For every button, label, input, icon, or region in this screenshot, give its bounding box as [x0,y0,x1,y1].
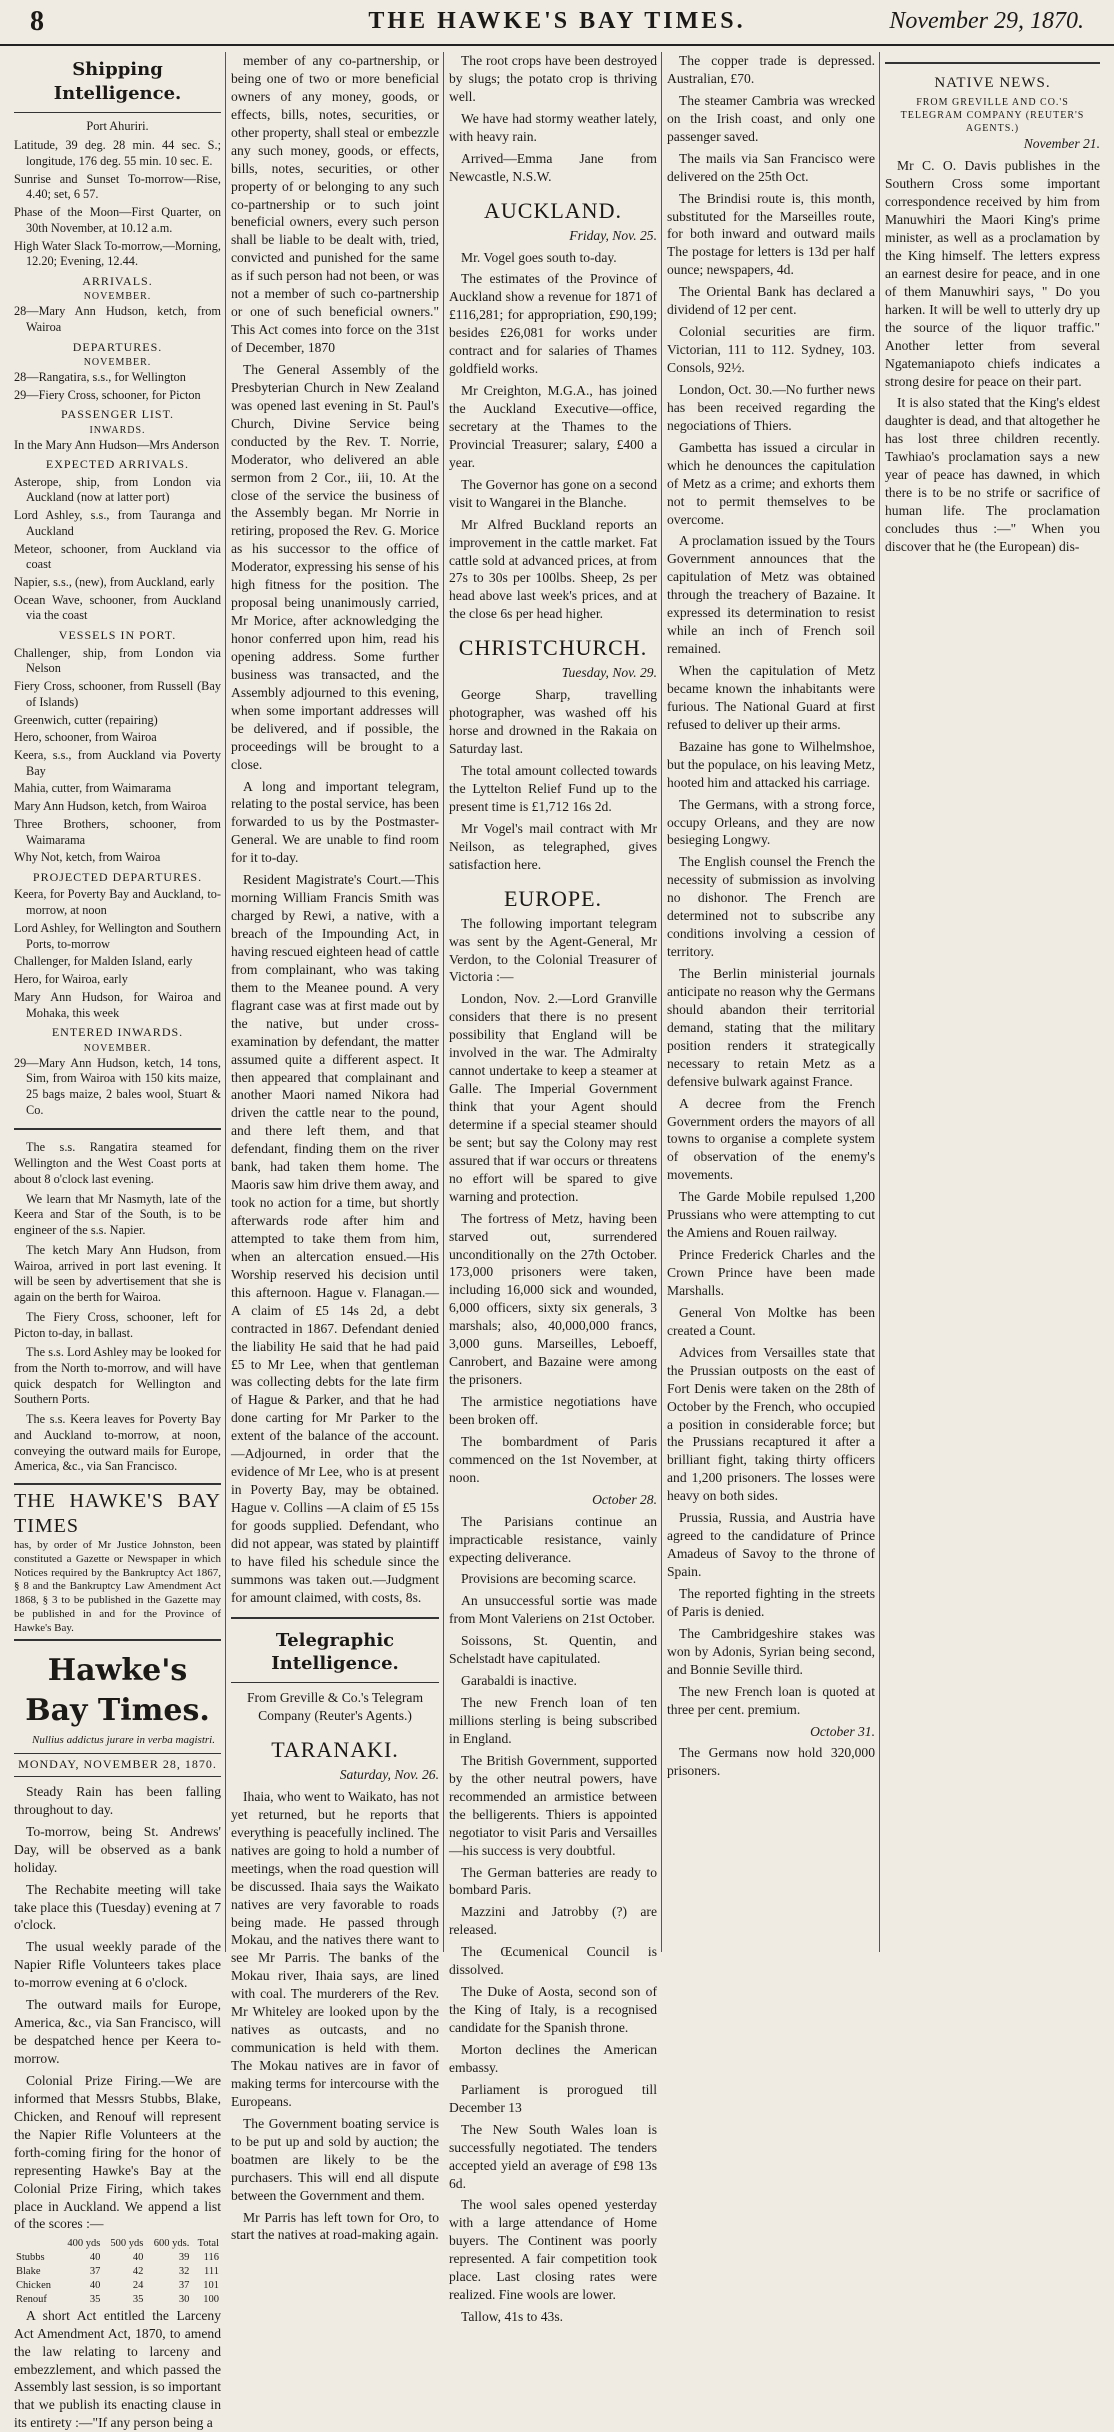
paragraph: The mails via San Francisco were delivered on the 25th Oct. [667,150,875,184]
page-number: 8 [30,6,44,37]
shipping-note: The Fiery Cross, schooner, left for Picton to-day, in ballast. [14,1309,221,1340]
column-3 [449,52,657,2325]
paragraph: Tallow, 41s to 43s. [461,2309,564,2325]
passenger-item: In the Mary Ann Hudson—Mrs Anderson [14,437,220,452]
vessel-item: Keera, s.s., from Auckland via Poverty Bay [14,747,221,778]
paragraph: The outward mails for Europe, America, &c., via San Francisco, will be despatched hence per Keera to-morrow. [14,1997,221,2067]
paragraph: The Cambridgeshire stakes was won by Adonis, Syrian being second, and Bonnie Seville third. [667,1625,875,1677]
paragraph: We have had stormy weather lately, with heavy rain. [449,110,657,144]
projected-item: Lord Ashley, for Wellington and Southern Ports, to-morrow [14,920,221,951]
paragraph: The total amount collected towards the Lyttelton Relief Fund up to the present time is £1,712 16s 2d. [449,763,657,814]
dateline: October 28. [592,1491,657,1507]
departures-heading: DEPARTURES. [72,339,163,354]
dateline: Tuesday, Nov. 29. [561,665,657,681]
shipping-heading: Shipping Intelligence. [14,58,221,113]
paragraph: The German batteries are ready to bombard Paris. [449,1864,657,1898]
paragraph: The reported fighting in the streets of Paris is denied. [667,1585,875,1619]
notice-body: has, by order of Mr Justice Johnston, been constituted a Gazette or Newspaper in which Notices required by the Bankruptcy Act 1867, § 8 and the Bankruptcy Law Amendment Act 1868, § 3 to be published in the Gazette may be published in and for the Province of Hawke's Bay. [14,1539,221,1634]
expected-item: Asterope, ship, from London via Auckland (now at latter port) [14,474,221,505]
paragraph: A short Act entitled the Larceny Act Amendment Act, 1870, to amend the law relating to larceny and embezzlement, and which passed the Assembly last session, is so important that we publish its enacting clause in its entirety :—"If any person being a [14,2307,221,2431]
paragraph: The wool sales opened yesterday with a large attendance of Home buyers. The Continent was poorly represented. A fair competition took place. Last closing rates were realized. Fine wools are lower. [449,2197,657,2303]
paragraph: Mr. Vogel goes south to-day. [461,249,617,265]
scores-table [14,2237,221,2306]
table-row [14,2293,221,2307]
vessel-item: Mary Ann Hudson, ketch, from Wairoa [14,799,207,814]
divider [14,1128,221,1130]
score-cell: 40 [132,2252,144,2264]
passenger-heading: PASSENGER LIST. [60,407,175,422]
column-1 [14,52,222,2431]
christchurch-heading: CHRISTCHURCH. [458,635,648,661]
paragraph: Mr Parris has left town for Oro, to start the natives at road-making again. [231,2209,439,2243]
departure-item: 29—Fiery Cross, schooner, for Picton [14,387,201,402]
moon-phase: Phase of the Moon—First Quarter, on 30th November, at 10.12 a.m. [14,205,221,235]
arrival-item: 28—Mary Ann Hudson, ketch, from Wairoa [14,304,221,334]
paragraph: The bombardment of Paris commenced on the 1st November, at noon. [449,1433,657,1485]
issue-date: November 29, 1870. [889,8,1084,34]
score-cell: 40 [89,2252,101,2264]
paragraph: A decree from the French Government orders the mayors of all towns to organise a complete system of observation of the enemy's movements. [667,1095,875,1183]
divider [885,62,1100,64]
paragraph: Mr Alfred Buckland reports an improvement in the cattle market. Fat cattle sold at advanced prices, at from 27s to 30s per 100lbs. Sheep, 2s per head above last week's prices, and at the close 6s per head higher. [449,516,657,622]
paragraph: The Germans now hold 320,000 prisoners. [667,1745,875,1779]
score-cell: 35 [132,2293,144,2305]
vessel-item: Fiery Cross, schooner, from Russell (Bay of Islands) [14,679,221,709]
paragraph: The usual weekly parade of the Napier Rifle Volunteers takes place to-morrow evening at 6 o'clock. [14,1939,221,1991]
auckland-heading: AUCKLAND. [484,197,622,223]
column-5 [885,52,1100,1952]
divider [231,1617,439,1619]
paragraph: Soissons, St. Quentin, and Schelstadt have capitulated. [449,1633,657,1667]
vessel-item: Three Brothers, schooner, from Waimarama [14,816,221,847]
paragraph: Colonial securities are firm. Victorian, 111 to 112. Sydney, 103. Consols, 92½. [667,324,875,375]
notice-title: THE HAWKE'S BAY TIMES [14,1490,221,1538]
dateline: Friday, Nov. 25. [569,227,657,243]
paragraph: The Oriental Bank has declared a dividend of 12 per cent. [667,284,875,318]
paragraph: George Sharp, travelling photographer, was washed off his horse and drowned in the Rakaia on Saturday last. [449,687,657,757]
expected-item: Ocean Wave, schooner, from Auckland via the coast [14,592,221,623]
column-rule [879,52,880,1952]
vessel-item: Hero, schooner, from Wairoa [14,730,157,745]
vessel-item: Mahia, cutter, from Waimarama [14,781,172,796]
score-col: 600 yds. [153,2238,190,2250]
column-4 [667,52,875,1952]
paragraph: Ihaia, who went to Waikato, has not yet returned, but he reports that everything is peacefully inclined. The natives are going to hold a number of meetings, when the road question will be discussed. Ihaia says the Waikato natives are very favorable to roads being made. He passed through Mokau, and the natives there want to see Mr Parris. The banks of the Mokau river, Ihaia says, are lined with coal. The murderers of the Rev. Mr Whiteley are looked upon by the natives as outcasts, and no communication is held with them. The Mokau natives are in favor of making terms for intercourse with the Europeans. [231,1788,439,2109]
paragraph: The English counsel the French the necessity of submission as involving no dishonor. The French are determined not to subscribe any conditions involving a cession of territory. [667,854,875,960]
paragraph: The Germans, with a strong force, occupy Orleans, and they are now besieging Longwy. [667,796,875,848]
score-cell: 39 [178,2252,190,2264]
paragraph: Garabaldi is inactive. [461,1673,577,1689]
dateline: November 21. [1023,136,1100,152]
paragraph: Mr C. O. Davis publishes in the Southern Cross some important correspondence received by him from Manuwhiri the Maori King's prime minister, as well as a proclamation by the King himself. The letters express an earnest desire for peace, and in one of them Manuwhiri says, " Do you harken. It will be well to utterly dry up the source of the liquor traffic." Another letter from several Ngatemaniapoto chiefs indicates a strong desire for peace on their part. [885,158,1100,389]
scores-header [14,2237,221,2251]
shipping-note: The s.s. Keera leaves for Poverty Bay and Auckland to-morrow, at noon, conveying the outward mails for Europe, America, &c., via San Francisco. [14,1412,221,1474]
table-row [14,2279,221,2293]
shipping-section [14,119,221,1476]
score-cell: Stubbs [16,2252,45,2264]
column-rule [443,52,444,1952]
projected-item: Challenger, for Malden Island, early [14,954,193,969]
score-cell: 42 [132,2266,144,2278]
score-cell: 111 [204,2266,219,2278]
paragraph: The copper trade is depressed. Australian, £70. [667,53,875,86]
score-cell: 32 [178,2266,190,2278]
paragraph: Mr Creighton, M.G.A., has joined the Auckland Executive—office, secretary at the Thames to the Provincial Treasurer; salary, £400 a year. [449,383,657,470]
paragraph: Morton declines the American embassy. [449,2041,657,2075]
paragraph: It is also stated that the King's eldest daughter is dead, and that altogether he has lost three children recently. Tawhiao's proclamation says a new year of peace has dawned, in which there is to be no strife or sacrifice of human life. The proclamation concludes thus :—" When you discover that he (the European) dis- [885,395,1100,554]
score-cell: Chicken [16,2280,51,2291]
paragraph: Mazzini and Jatrobby (?) are released. [449,1904,657,1938]
paragraph: The armistice negotiations have been broken off. [449,1394,657,1427]
paragraph: The Berlin ministerial journals anticipate no reason why the Germans should abandon their territorial demand, stating that the military position renders it strategically necessary to retain Metz as a defensive bulwark against France. [667,966,875,1089]
entered-month: NOVEMBER. [83,1042,152,1054]
table-row [14,2251,221,2265]
masthead: Hawke's Bay Times. [25,1653,210,1728]
arrivals-month: NOVEMBER. [83,291,152,303]
paragraph: The new French loan of ten millions sterling is being subscribed in England. [449,1695,657,1746]
paragraph: The Rechabite meeting will take take place this (Tuesday) evening at 7 o'clock. [14,1881,221,1933]
paragraph: The steamer Cambria was wrecked on the Irish coast, and only one passenger saved. [667,92,875,144]
port-name: Port Ahuriri. [86,118,149,133]
page-header [0,0,1114,46]
score-col: 500 yds [110,2238,144,2250]
entered-item: 29—Mary Ann Hudson, ketch, 14 tons, Sim, from Wairoa with 150 kits maize, 25 bags maize, 2 bales wool, Stuart & Co. [14,1055,221,1117]
score-cell: Renouf [16,2293,47,2305]
expected-item: Lord Ashley, s.s., from Tauranga and Auckland [14,508,221,538]
score-cell: 116 [203,2252,219,2264]
departures-month: NOVEMBER. [83,357,152,369]
paragraph: Provisions are becoming scarce. [461,1571,637,1587]
paragraph: The Œcumenical Council is dissolved. [449,1944,657,1978]
shipping-note: The s.s. Lord Ashley may be looked for from the North to-morrow, and will have quick despatch for Wellington and Southern Ports. [14,1345,222,1407]
score-cell: 101 [203,2280,219,2291]
paragraph: The root crops have been destroyed by slugs; the potato crop is thriving well. [449,53,657,104]
paragraph: The British Government, supported by the other neutral powers, have recommended an armistice between the belligerents. Thiers is appointed negotiator to visit Paris and Versailles—his success is very doubtful. [449,1752,657,1858]
paragraph: Parliament is prorogued till December 13 [449,2081,657,2115]
table-row [14,2265,221,2279]
dateline: October 31. [810,1723,875,1739]
paragraph: Advices from Versailles state that the Prussian outposts on the east of Fort Denis were taken on the 28th of October by the French, who occupied a position in considerable force; but the Prussians recaptured it after a brilliant fight, taking thirty officers and 1,200 prisoners. The losses were heavy on both sides. [667,1344,875,1504]
passenger-sub: INWARDS. [89,424,146,436]
score-cell: 40 [89,2280,101,2291]
latitude: Latitude, 39 deg. 28 min. 44 sec. S.; longitude, 176 deg. 55 min. 10 sec. E. [14,138,221,168]
expected-heading: EXPECTED ARRIVALS. [45,457,190,472]
paragraph: Prussia, Russia, and Austria have agreed to the candidature of Prince Amadeus of Savoy to the throne of Spain. [667,1510,875,1579]
vessel-item: Challenger, ship, from London via Nelson [14,645,221,676]
paragraph: An unsuccessful sortie was made from Mont Valeriens on 21st October. [449,1593,657,1627]
projected-item: Hero, for Wairoa, early [14,972,128,987]
high-water: High Water Slack To-morrow,—Morning, 12.20; Evening, 12.44. [14,238,221,269]
score-cell: 30 [178,2293,190,2305]
paragraph: The Brindisi route is, this month, substituted for the Marseilles route, for both inward and outward mails The postage for letters is 13d per half ounce; newspapers, 4d. [667,190,875,278]
score-cell: 37 [178,2280,190,2291]
paragraph: The Government boating service is to be put up and sold by auction; the boatmen are likely to be the purchasers. This will end all dispute between the Government and them. [231,2115,439,2203]
paragraph: A long and important telegram, relating to the postal service, has been forwarded to us by the Postmaster-General. We are unable to find room for it to-day. [231,778,439,866]
paragraph: member of any co-partnership, or being one of two or more beneficial owners of any money, goods, or effects, bills, notes, securities, or other property, shall steal or embezzle any such money, goods, or effects, bills, notes, securities, or other property of or belonging to any such co-partnership or to such joint beneficial owners, every such person shall be liable to be dealt with, tried, convicted and punished for the same as if such person had not been, or was not a member of such co-partnership or one of such beneficial owners." This Act comes into force on the 31st of December, 1870 [231,53,439,355]
sunrise: Sunrise and Sunset To-morrow—Rise, 4.40; set, 6 57. [14,171,221,202]
score-col [14,2237,59,2251]
telegraphic-heading: Telegraphic Intelligence. [231,1629,439,1684]
score-col: Total [197,2238,219,2250]
paragraph: Resident Magistrate's Court.—This morning William Francis Smith was charged by Rewi, a native, with a breach of the Impounding Act, in having rescued eighteen head of cattle from complainant, who was taking them to the Meanee pound. A very flagrant case was at first made out by the native, but under cross-examination by defendant, the matter assumed quite a different aspect. It then appeared that complainant and another Maori named Nikora had driven the cattle near to the pound, and there left them, and that defendant, finding them on the river bank, had taken them home. The Maoris saw him drive them away, and took no action for a time, but shortly afterwards rode after him and attempted to take them from him, when an altercation ensued.—His Worship reserved his decision until this afternoon. Hague v. Flanagan.—A claim of £5 14s 2d, a debt contracted in 1867. Defendant denied the liability He said that he had paid £5 to Mr Lee, when that gentleman was collecting debts for the late firm of Hague & Parker, and that he had done carting for Mr Parker to the extent of the balance of the account. —Adjourned, in order that the evidence of Mr Lee, who is at present in Poverty Bay, may be obtained. Hague v. Collins —A claim of £5 15s for goods supplied. Defendant, who did not appear, was stated by plaintiff to have filed his schedule since the summons was taken out.—Judgment for amount claimed, with costs, 8s. [231,872,439,1605]
paragraph: The fortress of Metz, having been starved out, surrendered unconditionally on the 27th October. 173,000 prisoners were taken, including 16,000 sick and wounded, 6,000 officers, sixty six generals, 3 marshals; also, 40,000,000 francs, 3,000 guns. Marseilles, Leboeff, Canrobert, and Bazaine were among the prisoners. [449,1210,657,1388]
expected-item: Meteor, schooner, from Auckland via coast [14,541,221,572]
paragraph: London, Nov. 2.—Lord Granville considers that there is no present possibility that England will be involved in the war. The Admiralty cannot undertake to keep a steamer at Galle. The Imperial Government think that your Agent should determine if a special steamer should be sent; but say the Colony may rest assured that if war occurs or threatens no effort will be spared to give warning and protection. [449,991,657,1204]
paragraph: London, Oct. 30.—No further news has been received regarding the negociations of Thiers. [667,381,875,433]
score-cell: 35 [89,2293,101,2305]
native-news-heading: NATIVE NEWS. [934,75,1051,91]
paragraph: Bazaine has gone to Wilhelmshoe, but the populace, on his leaving Metz, hooted him and attacked his carriage. [667,738,875,790]
paragraph: Colonial Prize Firing.—We are informed that Messrs Stubbs, Blake, Chicken, and Renouf will represent the Napier Rifle Volunteers at the forth-coming firing for the honor of representing Hawke's Bay at the Colonial Prize Firing, which takes place in Auckland. We append a list of the scores :— [14,2072,221,2232]
vessel-item: Why Not, ketch, from Wairoa [14,850,161,865]
motto: Nullius addictus jurare in verba magistri. [32,1733,215,1746]
arrivals-heading: ARRIVALS. [82,274,153,289]
newspaper-title: THE HAWKE'S BAY TIMES. [368,8,746,34]
paragraph: The Governor has gone on a second visit to Wangarei in the Blanche. [449,476,657,510]
paragraph: A proclamation issued by the Tours Government announces that the capitulation of Metz was obtained through the treachery of Bazaine. It expressed its determination to resist while an inch of French soil remained. [667,533,875,657]
column-rule [661,52,662,1952]
vessel-item: Greenwich, cutter (repairing) [14,712,158,727]
paragraph: Mr Vogel's mail contract with Mr Neilson, as telegraphed, gives satisfaction here. [449,820,657,872]
gazette-notice [14,1483,221,1641]
paragraph: The Parisians continue an impracticable resistance, vainly expecting deliverance. [449,1513,657,1565]
projected-item: Keera, for Poverty Bay and Auckland, to-morrow, at noon [14,887,221,918]
paragraph: The Garde Mobile repulsed 1,200 Prussians who were attempting to cut the Amiens and Rouen railway. [667,1189,875,1241]
paragraph: General Von Moltke has been created a Count. [667,1304,875,1338]
projected-heading: PROJECTED DEPARTURES. [32,870,203,885]
dateline: Saturday, Nov. 26. [339,1767,439,1783]
shipping-note: We learn that Mr Nasmyth, late of the Keera and Star of the South, is to be engineer of the s.s. Napier. [14,1191,221,1238]
paragraph: Steady Rain has been falling throughout to day. [14,1783,221,1817]
issue-line: MONDAY, NOVEMBER 28, 1870. [14,1753,221,1777]
expected-item: Napier, s.s., (new), from Auckland, early [14,575,215,590]
score-col: 400 yds [67,2238,101,2250]
native-news-source: FROM GREVILLE AND CO.'S TELEGRAM COMPANY (REUTER'S AGENTS.) [900,96,1085,135]
shipping-note: The ketch Mary Ann Hudson, from Wairoa, arrived in port last evening. It will be seen by advertisement that she is again on the berth for Wairoa. [14,1242,221,1305]
column-rule [225,52,226,1952]
departure-item: 28—Rangatira, s.s., for Wellington [14,369,186,384]
paragraph: The Duke of Aosta, second son of the King of Italy, is a recognised candidate for the Spanish throne. [449,1984,657,2036]
paragraph: The General Assembly of the Presbyterian Church in New Zealand was opened last evening in St. Paul's Church, Divine Service being conducted by the Rev. T. Norrie, Moderator, who delivered an able sermon from 2 Cor., iii, 10. At the close of the service the business of the Assembly began. Mr Norrie in retiring, proposed the Rev. G. Morice as his successor to the office of Moderator, expressing his sense of his high fitness for the position. The proposal being unanimously carried, Mr Morice, after acknowledging the honor conferred upon him, read his opening address. Some further business was transacted, and the Assembly adjourned to this evening, when some important addresses will be delivered, and if possible, the proceedings will be brought to a close. [231,361,439,772]
score-cell: 37 [89,2266,101,2278]
telegram-source: From Greville & Co.'s Telegram Company (Reuter's Agents.) [246,1690,424,1724]
paragraph: The following important telegram was sent by the Agent-General, Mr Verdon, to the Colonial Treasurer of Victoria :— [449,915,657,985]
score-cell: Blake [16,2266,41,2278]
shipping-note: The s.s. Rangatira steamed for Wellington and the West Coast ports at about 8 o'clock last evening. [14,1140,221,1186]
score-cell: 24 [132,2280,144,2291]
paragraph: Prince Frederick Charles and the Crown Prince have been made Marshalls. [667,1247,875,1298]
column-2 [231,52,439,2243]
score-cell: 100 [203,2293,219,2305]
paragraph: The estimates of the Province of Auckland show a revenue for 1871 of £116,281; for appropriation, £90,199; besides £26,081 for works under contract and for salaries of Thames goldfield works. [449,271,657,377]
taranaki-heading: TARANAKI. [271,1737,399,1762]
europe-heading: EUROPE. [503,885,603,911]
paragraph: The New South Wales loan is successfully negotiated. The tenders accepted yield an average of £98 13s 6d. [449,2121,657,2191]
paragraph: Arrived—Emma Jane from Newcastle, N.S.W. [449,150,657,184]
vessels-heading: VESSELS IN PORT. [58,628,177,643]
projected-item: Mary Ann Hudson, for Wairoa and Mohaka, this week [14,989,221,1020]
paragraph: When the capitulation of Metz became known the inhabitants were furious. The National Guard at first refused to deliver up their arms. [667,663,875,732]
paragraph: The new French loan is quoted at three per cent. premium. [667,1683,875,1717]
paragraph: Gambetta has issued a circular in which he denounces the capitulation of Metz as a crime; and exhorts them not to permit themselves to be overcome. [667,439,875,527]
entered-heading: ENTERED INWARDS. [51,1025,184,1040]
paragraph: To-morrow, being St. Andrews' Day, will be observed as a bank holiday. [14,1823,221,1875]
